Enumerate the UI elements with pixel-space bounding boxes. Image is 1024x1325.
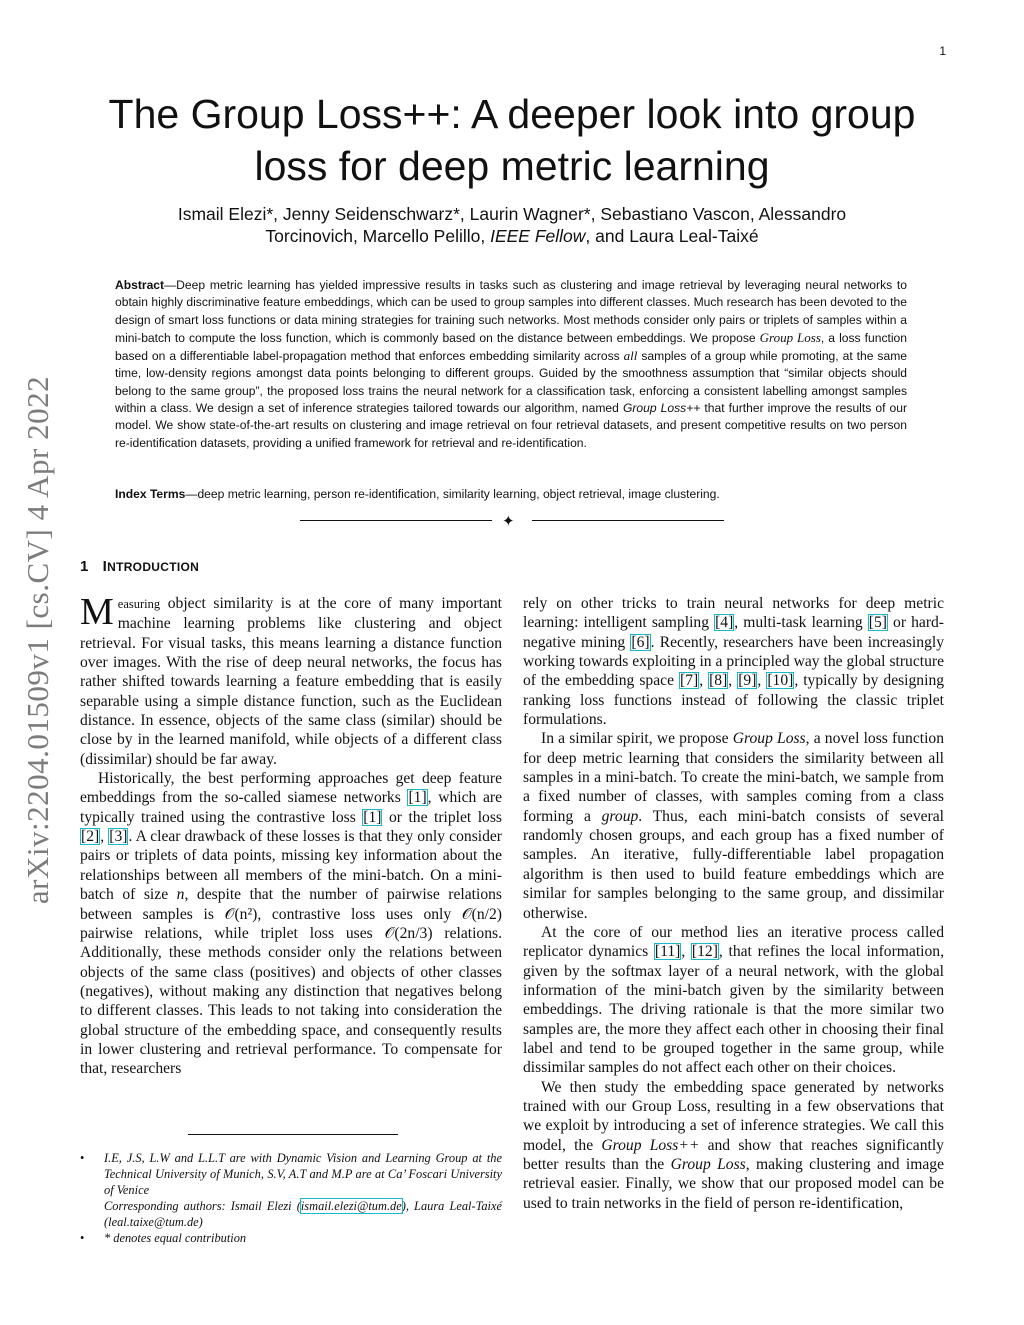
- author-list: [120, 203, 904, 247]
- citation-link[interactable]: [11]: [654, 943, 681, 961]
- left-column: [80, 591, 503, 1079]
- email-link[interactable]: ismail.elezi@tum.de: [300, 1199, 402, 1213]
- drop-cap: M: [80, 591, 114, 633]
- citation-link[interactable]: [3]: [109, 828, 128, 846]
- footnote-rule: [188, 1134, 398, 1135]
- section-heading-introduction: 1 INTRODUCTION: [80, 558, 200, 575]
- footnote-item: • * denotes equal contribution: [80, 1231, 247, 1245]
- citation-link[interactable]: [8]: [709, 672, 728, 690]
- paragraph: At the core of our method lies an iterative process called replicator dynamics [11], [12], that refines the local information, given by the softmax layer of a neural network, with the global information of the mini-batch given by the similarity between embeddings. The driving rationale is that the more similar two samples are, the more they affect each other in choosing their final label and tend to be grouped together in the same group, while dissimilar samples do not affect each other on their choices.: [523, 923, 944, 1077]
- citation-link[interactable]: [2]: [81, 828, 100, 846]
- citation-link[interactable]: [6]: [631, 633, 650, 651]
- page-number: 1: [939, 44, 946, 58]
- citation-link[interactable]: [5]: [868, 614, 887, 632]
- section-separator: [300, 512, 724, 530]
- paragraph: rely on other tricks to train neural networks for deep metric learning: intelligent sampling [4], multi-task learning [5] or hard-negative mining [6]. Recently, researchers have been increasingly working towards exploiting in a principled way the global structure of the embedding space [7], [8], [9], [10], typically by designing ranking loss functions instead of following the classic triplet formulations.: [523, 595, 945, 729]
- authors-line-2: Torcinovich, Marcello Pelillo, IEEE Fellow, and Laura Leal-Taixé: [265, 226, 759, 246]
- paragraph: Measuring object similarity is at the core of many important machine learning problems like clustering and object retrieval. For visual tasks, this means learning a distance function over images. With the rise of deep neural networks, the focus has rather shifted towards learning a feature embedding that is easily separable using a simple distance function, such as the Euclidean distance. In essence, objects of the same class (similar) should be close by in the learned manifold, while objects of a different class (dissimilar) should be far away.: [80, 591, 502, 768]
- abstract: Abstract—Deep metric learning has yielded impressive results in tasks such as clustering and image retrieval by leveraging neural networks to obtain highly discriminative feature embeddings, which can be used to group samples into different classes. Much research has been devoted to the design of smart loss functions or data mining strategies for training such networks. Most methods consider only pairs or triplets of samples within a mini-batch to compute the loss function, which is commonly based on the distance between embeddings. We propose Group Loss, a loss function based on a differentiable label-propagation method that enforces embedding similarity across all samples of a group while promoting, at the same time, low-density regions amongst data points belonging to different groups. Guided by the smoothness assumption that “similar objects should belong to the same group”, the proposed loss trains the neural network for a classification task, enforcing a consistent labelling amongst samples within a class. We design a set of inference strategies tailored towards our algorithm, named Group Loss++ that further improve the results of our model. We show state-of-the-art results on clustering and image retrieval on four retrieval datasets, and present competitive results on two person re-identification datasets, providing a unified framework for retrieval and re-identification.: [115, 278, 908, 450]
- footnote-item: • I.E, J.S, L.W and L.L.T are with Dynamic Vision and Learning Group at the Technical University of Munich, S.V, A.T and M.P are at Ca’ Foscari University of Venice Corresponding authors: Ismail Elezi (ismail.elezi@tum.de), Laura Leal-Taixé (leal.taixe@tum.de): [80, 1151, 503, 1229]
- bullet-icon: •: [80, 1231, 85, 1245]
- citation-link[interactable]: [1]: [408, 789, 427, 807]
- citation-link[interactable]: [10]: [767, 672, 794, 690]
- bullet-icon: •: [80, 1151, 85, 1165]
- abstract-label: Abstract: [115, 278, 165, 292]
- paragraph: Historically, the best performing approaches get deep feature embeddings from the so-called siamese networks [1], which are typically trained using the contrastive loss [1] or the triplet loss [2], [3]. A clear drawback of these losses is that they only consider pairs or triplets of data points, missing key information about the relationships between all members of the mini-batch. On a mini-batch of size n, despite that the number of pairwise relations between samples is 𝒪(n²), contrastive loss uses only 𝒪(n/2) pairwise relations, while triplet loss uses 𝒪(2n/3) relations. Additionally, these methods consider only the relations between objects of the same class (positives) and objects of other classes (negatives), without making any distinction that negatives belong to different classes. This leads to not taking into consideration the global structure of the embedding space, and consequently results in lower clustering and retrieval performance. To compensate for that, researchers: [80, 770, 503, 1078]
- right-column: [523, 594, 944, 1213]
- paragraph: We then study the embedding space generated by networks trained with our Group Loss, resulting in a few observations that we exploit by introducing a set of inference strategies. We call this model, the Group Loss++ and show that reaches significantly better results than the Group Loss, making clustering and image retrieval easier. Finally, we show that our proposed model can be used to train networks in the field of person re-identification,: [523, 1078, 945, 1212]
- footnotes: [80, 1150, 502, 1246]
- arxiv-watermark: arXiv:2204.01509v1 [cs.CV] 4 Apr 2022: [20, 375, 55, 905]
- paper-title: The Group Loss++: A deeper look into group loss for deep metric learning: [108, 91, 916, 189]
- citation-link[interactable]: [9]: [738, 672, 757, 690]
- ieee-fellow-role: IEEE Fellow: [490, 226, 586, 246]
- index-terms-label: Index Terms: [115, 487, 186, 501]
- citation-link[interactable]: [12]: [691, 943, 718, 961]
- citation-link[interactable]: [7]: [680, 672, 699, 690]
- citation-link[interactable]: [1]: [363, 808, 382, 826]
- authors-line-1: Ismail Elezi*, Jenny Seidenschwarz*, Laurin Wagner*, Sebastiano Vascon, Alessandro: [177, 204, 847, 224]
- paragraph: In a similar spirit, we propose Group Loss, a novel loss function for deep metric learning that considers the similarity between all samples in a mini-batch. To create the mini-batch, we sample from a fixed number of classes, with samples coming from a class forming a group. Thus, each mini-batch consists of several randomly chosen groups, and each group has a fixed number of samples. An iterative, fully-differentiable label propagation algorithm is then used to build feature embeddings which are similar for samples belonging to the same group, and dissimilar otherwise.: [523, 730, 944, 922]
- citation-link[interactable]: [4]: [715, 614, 734, 632]
- separator-star-icon: ✦: [502, 512, 515, 530]
- index-terms: Index Terms—deep metric learning, person re-identification, similarity learning, object retrieval, image clustering.: [115, 487, 720, 501]
